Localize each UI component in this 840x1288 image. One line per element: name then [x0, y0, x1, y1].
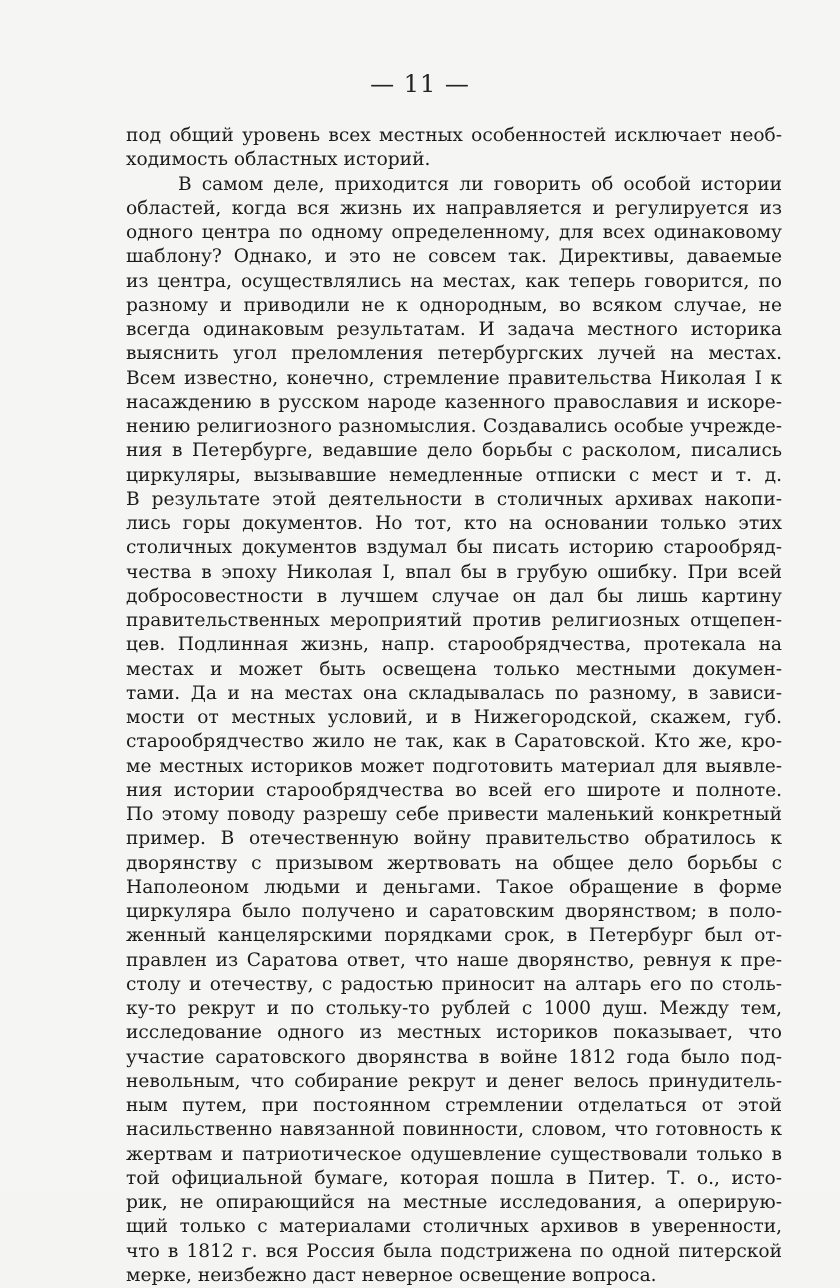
text-line: ку-то рекрут и по стольку-то рублей с 1000 душ. Между тем,: [126, 998, 782, 1019]
text-line: ным путем, при постоянном стремлении отделаться от этой: [126, 1095, 782, 1116]
text-line: правительственных мероприятий против религиозных отщепен-: [126, 610, 782, 631]
text-line: под общий уровень всех местных особенностей исключает необ-: [126, 125, 782, 146]
text-line: ния в Петербурге, ведавшие дело борьбы с расколом, писались: [126, 440, 782, 462]
body-text: [126, 124, 782, 1288]
text-line: ния истории старообрядчества во всей его широте и полноте.: [126, 779, 782, 801]
text-line: Всем известно, конечно, стремление правительства Николая I к: [126, 367, 782, 389]
text-line: той официальной бумаге, которая пошла в Питер. Т. о., исто-: [126, 1167, 782, 1189]
text-line: чества в эпоху Николая I, впал бы в грубую ошибку. При всей: [126, 561, 782, 583]
text-line: пример. В отечественную войну правительство обратилось к: [126, 828, 782, 850]
text-line: циркуляры, вызывавшие немедленные отписки с мест и т. д.: [126, 464, 782, 486]
text-line: мости от местных условий, и в Нижегородской, скажем, губ.: [126, 707, 782, 728]
text-line: цев. Подлинная жизнь, напр. старообрядчества, протекала на: [126, 634, 782, 656]
text-line: В самом деле, приходится ли говорить об особой истории: [178, 173, 782, 195]
text-line: исследование одного из местных историков показывает, что: [126, 1022, 782, 1044]
text-line: областей, когда вся жизнь их направляется и регулируется из: [126, 197, 782, 219]
text-line: мерке, неизбежно даст неверное освещение вопроса.: [126, 1264, 657, 1286]
text-line: жертвам и патриотическое одушевление существовали только в: [126, 1143, 782, 1165]
text-line: насильственно навязанной повинности, словом, что готовность к: [126, 1119, 782, 1141]
text-line: шаблону? Однако, и это не совсем так. Директивы, даваемые: [126, 246, 782, 268]
text-line: циркуляра было получено и саратовским дворянством; в поло-: [126, 901, 782, 922]
text-line: Наполеоном людьми и деньгами. Такое обращение в форме: [126, 876, 782, 898]
text-line: ходимость областных историй.: [126, 149, 431, 171]
text-line: щий только с материалами столичных архивов в уверенности,: [126, 1216, 782, 1238]
text-line: дворянству с призывом жертвовать на общее дело борьбы с: [126, 852, 782, 874]
text-line: местах и может быть освещена только местными докумен-: [126, 658, 782, 680]
text-line: ме местных историков может подготовить материал для выявле-: [126, 755, 782, 777]
page-number: — 11 —: [370, 70, 470, 98]
text-line: столичных документов вздумал бы писать историю старообряд-: [126, 537, 782, 559]
text-line: выяснить угол преломления петербургских лучей на местах.: [126, 343, 782, 365]
text-line: что в 1812 г. вся Россия была подстрижена по одной питерской: [126, 1240, 782, 1262]
text-line: женный канцелярскими порядками срок, в Петербург был от-: [126, 925, 782, 947]
text-line: из центра, осуществлялись на местах, как теперь говорится, по: [126, 270, 782, 292]
text-line: По этому поводу разрешу себе привести маленький конкретный: [126, 804, 782, 825]
text-line: старообрядчество жило не так, как в Саратовской. Кто же, кро-: [126, 731, 782, 753]
text-line: рик, не опирающийся на местные исследования, а оперирую-: [126, 1192, 782, 1213]
text-line: столу и отечеству, с радостью приносит на алтарь его по столь-: [126, 973, 782, 995]
text-line: одного центра по одному определенному, для всех одинаковому: [126, 222, 782, 243]
text-line: тами. Да и на местах она складывалась по разному, в зависи-: [126, 682, 782, 704]
text-line: правлен из Саратова ответ, что наше дворянство, ревнуя к пре-: [126, 949, 782, 971]
text-line: невольным, что собирание рекрут и денег велось принудитель-: [126, 1070, 782, 1092]
text-line: В результате этой деятельности в столичных архивах накопи-: [126, 488, 782, 510]
text-line: разному и приводили не к однородным, во всяком случае, не: [126, 294, 782, 316]
text-line: нению религиозного разномыслия. Создавались особые учрежде-: [126, 416, 782, 437]
text-line: лись горы документов. Но тот, кто на основании только этих: [126, 513, 782, 534]
text-line: участие саратовского дворянства в войне 1812 года было под-: [126, 1046, 782, 1068]
text-line: всегда одинаковым результатам. И задача местного историка: [126, 319, 782, 340]
text-line: добросовестности в лучшем случае он дал бы лишь картину: [126, 585, 782, 607]
text-line: насаждению в русском народе казенного православия и искоре-: [126, 391, 782, 413]
